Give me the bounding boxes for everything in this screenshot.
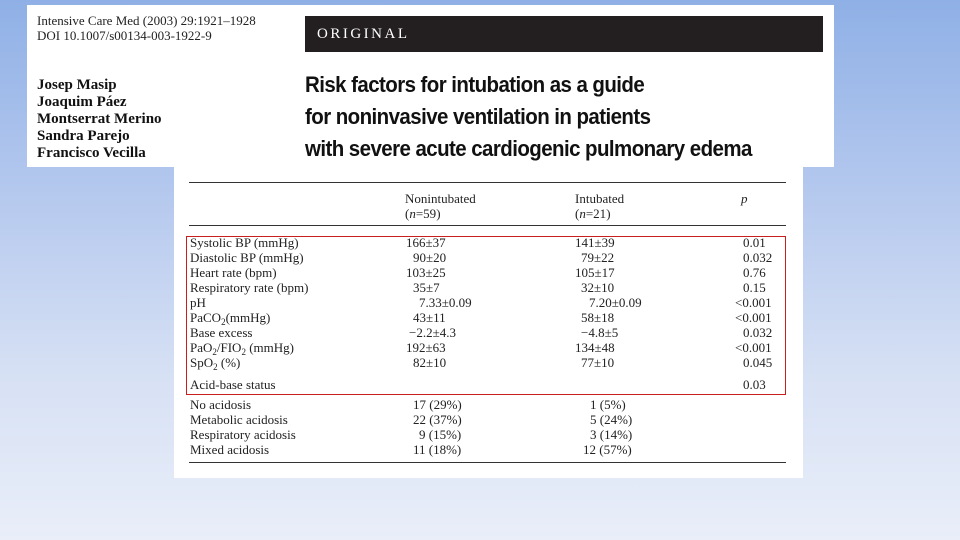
table-bottom-rule	[189, 462, 786, 463]
cell-p: 0.03	[743, 377, 766, 392]
cell-intubated: 141±39	[575, 235, 615, 250]
label-text: PaO	[190, 340, 213, 355]
cell-intubated: 12 (57%)	[583, 442, 632, 457]
title-line: with severe acute cardiogenic pulmonary edema	[305, 136, 752, 161]
row-label: Respiratory acidosis	[190, 427, 296, 442]
label-text: SpO	[190, 355, 214, 370]
cell-p: <0.001	[735, 340, 772, 355]
author-list	[37, 77, 162, 162]
cell-p: 0.01	[743, 235, 766, 250]
paper-header	[27, 5, 834, 167]
cell-nonintubated: 43±11	[413, 310, 446, 325]
row-label	[190, 310, 270, 325]
title-line: Risk factors for intubation as a guide	[305, 72, 645, 97]
label-subscript: 2	[221, 317, 226, 327]
label-text: PaCO	[190, 310, 222, 325]
citation-line-1: Intensive Care Med (2003) 29:1921–1928	[37, 13, 256, 28]
p-symbol: p	[741, 191, 748, 206]
section-label-bar: ORIGINAL	[305, 16, 823, 52]
cell-intubated: 32±10	[581, 280, 615, 295]
cell-nonintubated: −2.2±4.3	[409, 325, 456, 340]
cell-intubated: 77±10	[581, 355, 615, 370]
n-symbol: n	[579, 206, 586, 221]
row-label: Systolic BP (mmHg)	[190, 235, 299, 250]
cell-nonintubated: 22 (37%)	[413, 412, 462, 427]
cell-intubated: 5 (24%)	[590, 412, 633, 427]
results-table	[174, 167, 803, 478]
cell-p: 0.045	[743, 355, 773, 370]
cell-intubated: 58±18	[581, 310, 615, 325]
cell-p: 0.15	[743, 280, 766, 295]
header-bottom-rule	[189, 225, 786, 226]
cell-nonintubated: 35±7	[413, 280, 440, 295]
cell-nonintubated: 82±10	[413, 355, 447, 370]
row-label: No acidosis	[190, 397, 252, 412]
row-label	[190, 340, 294, 355]
header-nonintubated	[405, 191, 476, 221]
n-value: =21	[585, 206, 607, 221]
row-label: pH	[190, 295, 206, 310]
label-subscript: 2	[212, 347, 217, 357]
label-subscript: 2	[241, 347, 246, 357]
header-intubated	[575, 191, 624, 221]
cell-p: 0.032	[743, 325, 773, 340]
cell-intubated: 105±17	[575, 265, 615, 280]
header-intubated-n: (n=21)	[575, 206, 611, 221]
table-top-rule	[189, 182, 786, 183]
header-intubated-label: Intubated	[575, 191, 625, 206]
author-name: Francisco Vecilla	[37, 145, 146, 161]
row-label	[190, 355, 240, 370]
author-name: Joaquim Páez	[37, 94, 127, 110]
cell-nonintubated: 11 (18%)	[413, 442, 462, 457]
n-value: =59	[415, 206, 437, 221]
cell-p: <0.001	[735, 295, 772, 310]
cell-intubated: 3 (14%)	[590, 427, 633, 442]
label-text: (%)	[217, 355, 241, 370]
row-label: Diastolic BP (mmHg)	[190, 250, 304, 265]
paper-title	[305, 69, 793, 165]
journal-citation	[37, 13, 256, 43]
row-label: Base excess	[190, 325, 253, 340]
label-text: (mmHg)	[225, 310, 271, 325]
cell-p: 0.76	[743, 265, 766, 280]
label-text: /FIO	[216, 340, 242, 355]
cell-p: <0.001	[735, 310, 772, 325]
cell-intubated: 1 (5%)	[590, 397, 626, 412]
cell-nonintubated: 90±20	[413, 250, 447, 265]
row-label: Mixed acidosis	[190, 442, 270, 457]
header-p	[741, 191, 748, 206]
title-line: for noninvasive ventilation in patients	[305, 104, 651, 129]
cell-p: 0.032	[743, 250, 773, 265]
header-nonintubated-n: (n=59)	[405, 206, 441, 221]
label-text: (mmHg)	[245, 340, 294, 355]
cell-nonintubated: 17 (29%)	[413, 397, 462, 412]
author-name: Sandra Parejo	[37, 128, 130, 144]
cell-nonintubated: 103±25	[406, 265, 446, 280]
row-label: Respiratory rate (bpm)	[190, 280, 309, 295]
author-name: Montserrat Merino	[37, 111, 162, 127]
row-label: Heart rate (bpm)	[190, 265, 277, 280]
header-nonintubated-label: Nonintubated	[405, 191, 476, 206]
cell-intubated: 134±48	[575, 340, 615, 355]
n-symbol: n	[409, 206, 416, 221]
cell-nonintubated: 192±63	[406, 340, 446, 355]
cell-nonintubated: 7.33±0.09	[419, 295, 472, 310]
cell-intubated: 79±22	[581, 250, 615, 265]
cell-nonintubated: 166±37	[406, 235, 446, 250]
cell-intubated: −4.8±5	[581, 325, 619, 340]
cell-nonintubated: 9 (15%)	[419, 427, 462, 442]
row-label: Metabolic acidosis	[190, 412, 288, 427]
label-subscript: 2	[213, 362, 218, 372]
cell-intubated: 7.20±0.09	[589, 295, 642, 310]
citation-line-2: DOI 10.1007/s00134-003-1922-9	[37, 28, 212, 43]
author-name: Josep Masip	[37, 77, 117, 93]
row-label: Acid-base status	[190, 377, 276, 392]
